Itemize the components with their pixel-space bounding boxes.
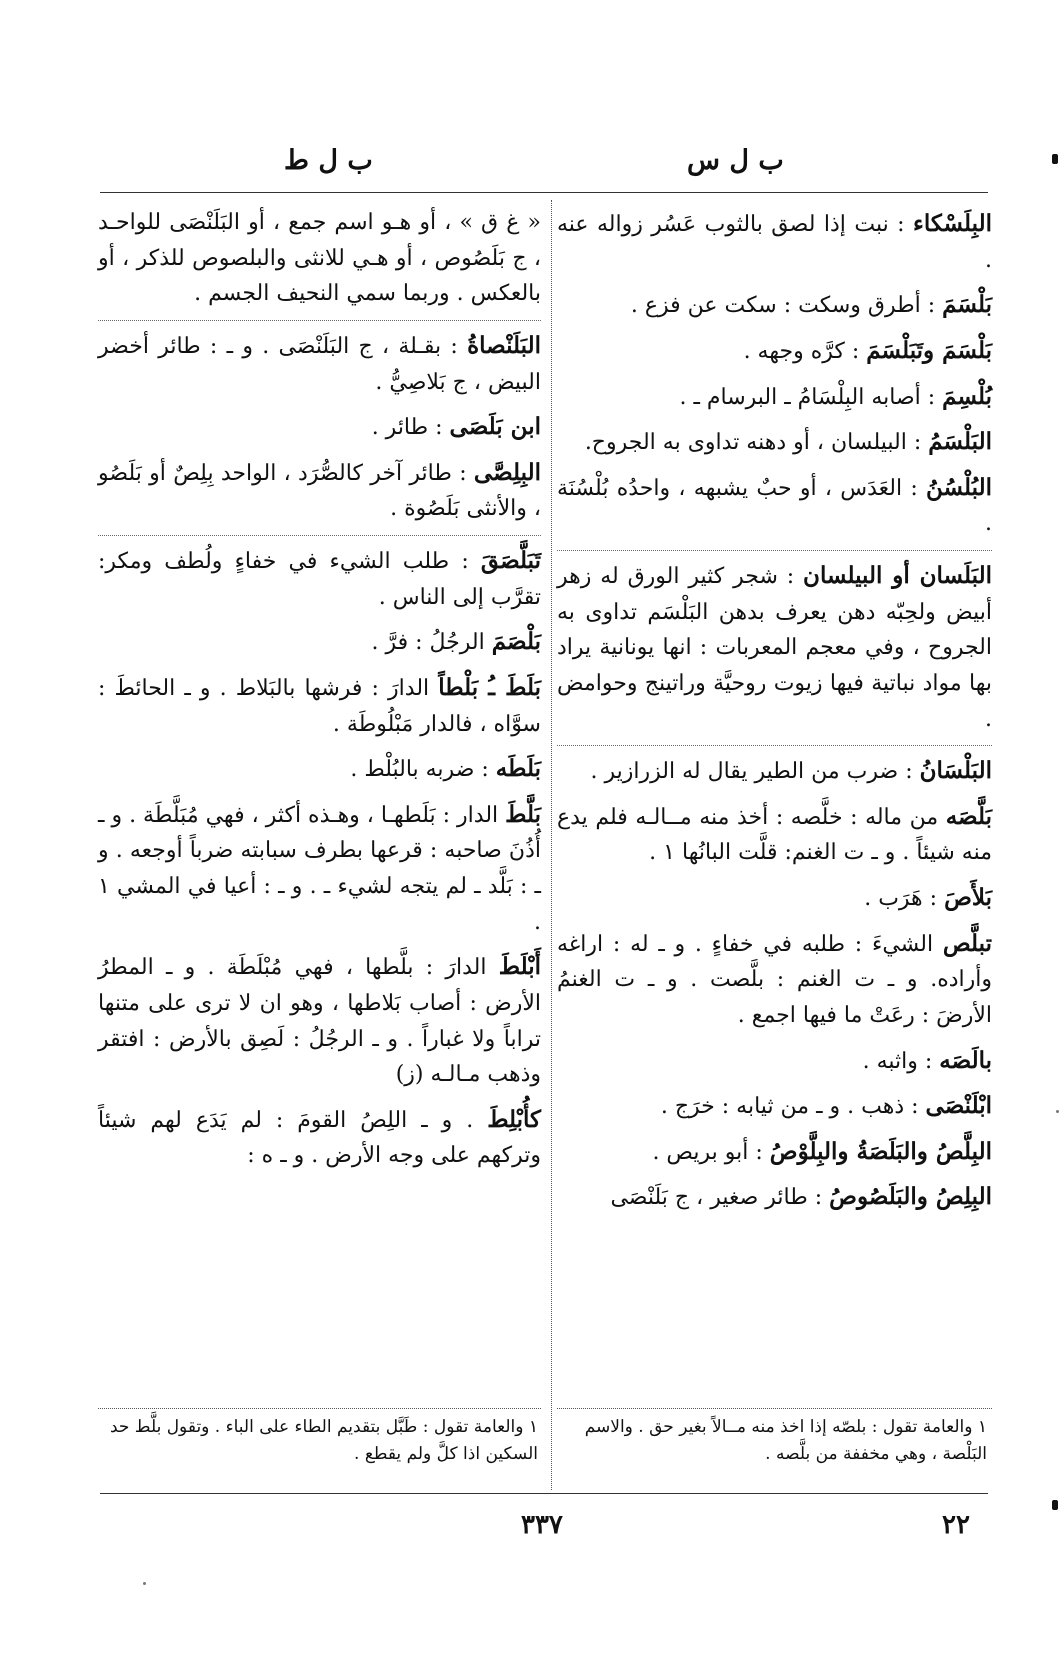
definition: : بقـلة ، ج البَلَنْصَى . و ـ : طائر أخضر البيض ، ج بَلاصِيُّ . — [98, 333, 541, 395]
headword: بَلَطَه — [495, 755, 541, 783]
definition: الدار : بَلَطهـا ، وهـذه أكثر ، فهي مُبَلَّطَة . و ـ أُذُنَ صاحبه : قرعها بطرف سبابته ضرباً أوجعه . و ـ : بَلَّد ـ لم يتجه لشيء ـ . و ـ : أعيا في المشي ١ . — [98, 802, 541, 935]
definition: : واثبه . — [862, 1048, 940, 1074]
entry — [98, 535, 541, 615]
definition: : نبت إذا لصق بالثوب عَسُر زواله عنه . — [557, 212, 992, 273]
headword: أَبْلَطَ — [498, 953, 541, 981]
scan-mark — [1052, 154, 1058, 164]
entry-continuation: « غ ق » ، أو هـو اسم جمع ، أو البَلَنْصَى للواحـد ، ج بَلَصُوص ، أو هـي للانثى والبلصوص للذكر ، أو بالعكس . وربما سمي النحيف الجسم . — [98, 210, 541, 307]
definition: : طائر . — [371, 415, 450, 441]
headword: كأُبْلِطَ — [487, 1105, 541, 1133]
left-column — [98, 205, 541, 1182]
definition: : كرَّه وجهه . — [743, 338, 867, 364]
headword: بَلْصَمَ — [491, 628, 541, 656]
entry — [557, 1042, 992, 1080]
headword: البِلَّصُ والبَلَصَةُ والبِلَّوْصُ — [769, 1137, 992, 1165]
column-divider — [551, 200, 552, 1490]
definition: : أصابه البِلْسَامُ ـ البرسام ـ . — [679, 384, 943, 410]
definition: : هَرَب . — [864, 886, 945, 911]
headword: البُلْسُنُ — [926, 473, 992, 501]
entry — [557, 925, 992, 1034]
scan-speck — [1056, 1110, 1059, 1113]
entry — [557, 550, 992, 737]
entry — [557, 469, 992, 542]
definition: : ضربه بالبُلْط . — [350, 757, 496, 783]
top-rule — [100, 192, 988, 193]
headword: بالَصَه — [939, 1046, 992, 1074]
right-footnote-rule — [557, 1408, 992, 1409]
definition: : طائر آخر كالصُّرَد ، الواحد بِلِصٌ أو بَلَصُو ، والأنثى بَلَصُوة . — [98, 460, 541, 522]
right-column — [557, 205, 992, 1224]
definition: الرجُلُ : فرَّ . — [371, 630, 492, 656]
entry — [557, 745, 992, 790]
entry — [98, 454, 541, 527]
entry — [557, 286, 992, 324]
definition: الشيءَ : طلبه في خفاءٍ . و ـ له : اراغه وأراده. و ـ ت الغنم : بلَّصت . و ـ ت الغنمُ الأرضَ : رعَتْ ما فيها اجمع . — [557, 931, 992, 1028]
definition: : أبو بريص . — [652, 1139, 770, 1165]
right-running-head: ب ل س — [687, 145, 784, 176]
entry — [98, 948, 541, 1093]
entry — [557, 1133, 992, 1171]
headword: البِلِصُ والبَلَصُوصُ — [829, 1183, 992, 1211]
entry — [98, 320, 541, 400]
headword: البِلَسْكاء — [913, 210, 992, 237]
definition: : ذهب . و ـ من ثيابه : خرَج . — [660, 1094, 926, 1120]
definition: الدارَ : فرشها بالبَلاط . و ـ الحائطَ : سوَّاه ، فالدار مَبْلُوطَة . — [98, 675, 541, 737]
headword: البَلْسَمُ — [928, 428, 992, 456]
bottom-rule — [100, 1493, 988, 1494]
headword: بَلَّصَه — [945, 802, 992, 830]
definition: : ضرب من الطير يقال له الزرازير . — [590, 759, 920, 785]
headword: ابن بَلَصَى — [449, 413, 541, 441]
entry — [98, 623, 541, 661]
headword: ابْلَنْصَى — [925, 1092, 992, 1120]
left-running-head: ب ل ط — [284, 145, 373, 176]
page-number-right: ٢٢ — [942, 1510, 970, 1540]
definition: : طائر صغير ، ج بَلَنْصَى — [610, 1185, 830, 1211]
entry — [557, 1087, 992, 1125]
entry — [98, 1101, 541, 1174]
left-footnote-rule — [98, 1408, 541, 1409]
headword: البَلْسَانُ — [919, 757, 992, 785]
scan-mark — [1052, 1500, 1058, 1510]
headword: تبلَّص — [942, 929, 992, 957]
entry — [98, 408, 541, 446]
entry — [557, 205, 992, 278]
entry — [557, 1178, 992, 1216]
entry — [557, 378, 992, 416]
headword: بَلَّطَ — [505, 800, 541, 828]
entry — [98, 796, 541, 941]
right-footnote: ١ والعامة تقول : بلصّه إذا اخذ منه مــالاً بغير حق . والاسم البَلْصة ، وهي مخففة من بلَّصه . — [584, 1417, 987, 1465]
entry — [557, 423, 992, 461]
scan-speck — [143, 1582, 146, 1585]
definition: . و ـ اللِصُ القومَ : لم يَدَع لهم شيئاً وتركهم على وجه الأرض . و ـ ه : — [98, 1107, 541, 1169]
definition: : العَدَس ، أو حبٌ يشبهه ، واحدُه بُلْسُنَة . — [557, 475, 992, 537]
entry — [98, 669, 541, 742]
entry — [98, 750, 541, 788]
headword: البَلَنْصاةُ — [467, 331, 541, 359]
definition: الدارَ : بلَّطها ، فهي مُبْلَطَة . و ـ المطرُ الأرض : أصاب بَلاطها ، وهو ان لا ترى على متنها تراباً ولا غباراً . و ـ الرجُلُ : لَصِق بالأرض : افتقر وذهب مـالـه (ز) — [98, 955, 541, 1088]
headword: البَلَسان أو البيلسان — [803, 562, 992, 589]
definition: : أطرق وسكت : سكت عن فزع . — [630, 293, 943, 319]
entry — [557, 879, 992, 917]
headword: تَبَلَّصَقَ — [480, 547, 541, 574]
entry — [557, 798, 992, 871]
definition: : شجر كثير الورق له زهر أبيض ولحِبّه دهن يعرف بدهن البَلْسَم تداوى به الجروح ، وفي معجم المعربات : انها يونانية يراد بها مواد نباتية فيها زيوت روحيَّة وراتينج وحوامض . — [557, 564, 992, 732]
definition: : طلب الشيء في خفاءٍ ولُطف ومكر: تقرَّب إلى الناس . — [98, 549, 541, 610]
headword: البِلِصَّى — [473, 458, 541, 486]
headword: بَلَطَ ـُ بَلْطاً — [438, 673, 541, 701]
left-footnote: ١ والعامة تقول : طَبَّل بتقديم الطاء على الباء . وتقول بلَّط حد السكين اذا كلَّ ولم يقطع . — [109, 1417, 538, 1465]
headword: بُلْسِمَ — [942, 382, 992, 410]
definition: : البيلسان ، أو دهنه تداوى به الجروح. — [584, 430, 929, 456]
headword: بَلأَصَ — [944, 884, 992, 911]
headword: بَلْسَمَ — [942, 291, 992, 319]
entry — [557, 332, 992, 370]
headword: بَلْسَمَ وتَبَلْسَمَ — [866, 336, 992, 364]
page-number-left: ٣٣٧ — [521, 1510, 563, 1540]
definition: من ماله : خلَّصه : أخذ منه مــالـه فلم يدع منه شيئاً . و ـ ت الغنم: قلَّت البانُها ١ . — [557, 804, 992, 866]
